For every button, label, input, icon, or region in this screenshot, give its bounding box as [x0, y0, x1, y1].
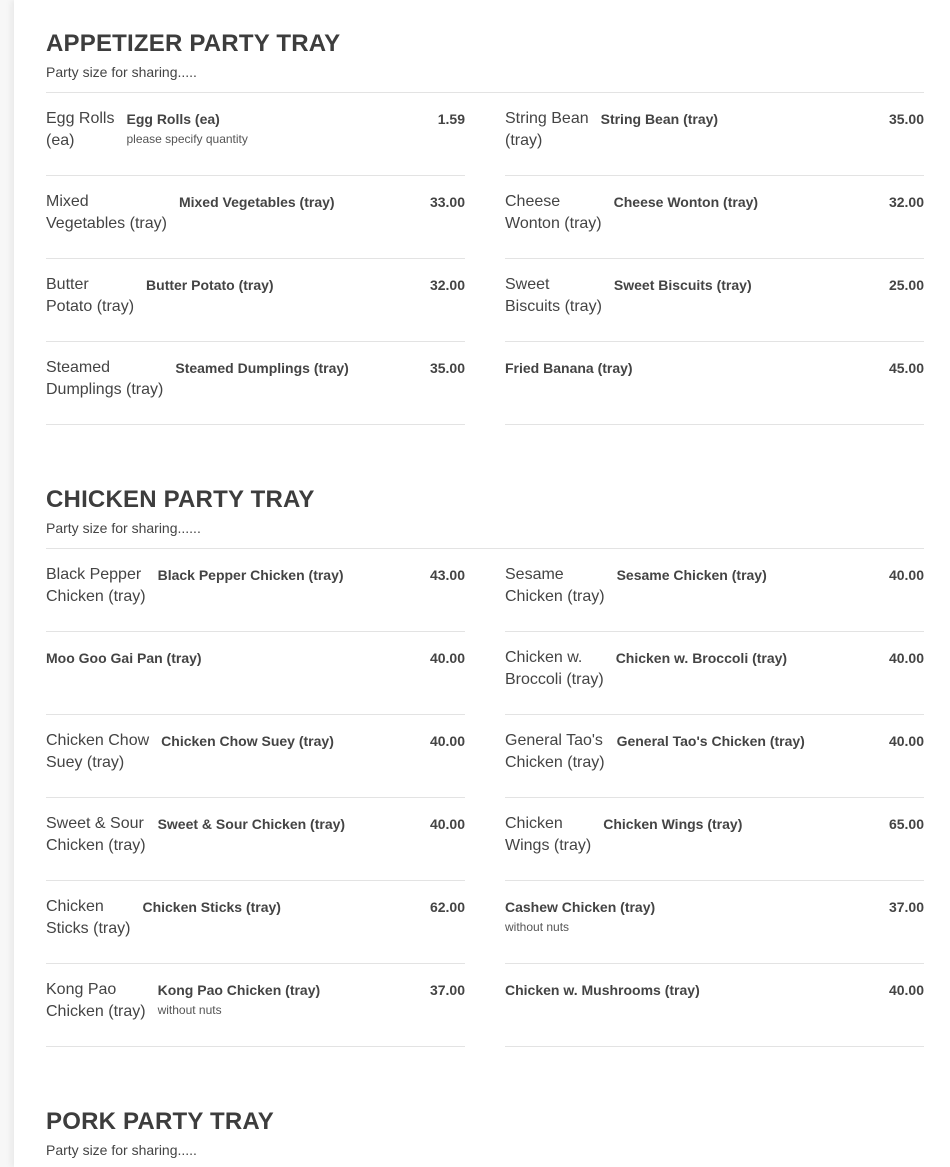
item-price: 35.00: [888, 111, 924, 127]
item-price: 33.00: [429, 194, 465, 210]
item-grid: [46, 549, 924, 1047]
item-image-alt-line: Chicken (tray): [46, 837, 146, 854]
item-name: Butter Potato (tray): [146, 277, 274, 293]
item-info: [46, 649, 422, 667]
item-image-alt-line: Cheese: [505, 193, 561, 210]
item-price: 1.59: [437, 111, 465, 127]
section-subtitle: Party size for sharing.....: [46, 64, 197, 80]
item-price: 40.00: [429, 650, 465, 666]
item-price: 65.00: [888, 816, 924, 832]
item-image-alt-line: Wonton (tray): [505, 215, 602, 232]
item-image-alt-line: Broccoli (tray): [505, 671, 604, 688]
item-info: [142, 898, 422, 916]
menu-item[interactable]: [505, 259, 924, 342]
item-image-alt-line: Dumplings (tray): [46, 381, 164, 398]
menu-page: [14, 0, 950, 1167]
item-name: Chicken w. Broccoli (tray): [615, 650, 788, 666]
item-price: 35.00: [429, 360, 465, 376]
item-price: 40.00: [429, 816, 465, 832]
item-image-alt[interactable]: [46, 108, 114, 152]
item-name: Black Pepper Chicken (tray): [157, 567, 344, 583]
section-subtitle: Party size for sharing.....: [46, 1142, 197, 1158]
item-price: 40.00: [429, 733, 465, 749]
item-image-alt[interactable]: [505, 730, 605, 774]
item-grid: [46, 93, 924, 425]
item-image-alt-line: Vegetables (tray): [46, 215, 167, 232]
section-pork: [46, 1108, 924, 1158]
item-info: [505, 898, 881, 934]
item-name: Egg Rolls (ea): [126, 111, 220, 127]
item-name: Cheese Wonton (tray): [613, 194, 759, 210]
item-image-alt[interactable]: [505, 274, 602, 318]
item-info: [161, 732, 422, 750]
item-image-alt-line: Biscuits (tray): [505, 298, 602, 315]
item-name: Moo Goo Gai Pan (tray): [46, 650, 202, 666]
item-name: String Bean (tray): [600, 111, 719, 127]
section-title: CHICKEN PARTY TRAY: [46, 486, 315, 513]
item-image-alt-line: Chicken: [505, 815, 563, 832]
item-image-alt-line: Sesame: [505, 566, 564, 583]
item-image-alt[interactable]: [505, 813, 591, 857]
item-info: [617, 732, 881, 750]
item-image-alt-line: Chicken: [46, 898, 104, 915]
menu-item[interactable]: [505, 93, 924, 176]
menu-item[interactable]: [46, 93, 465, 176]
item-price: 45.00: [888, 360, 924, 376]
item-info: [614, 276, 881, 294]
item-name: Chicken w. Mushrooms (tray): [505, 982, 700, 998]
item-image-alt-line: Suey (tray): [46, 754, 125, 771]
item-info: [616, 649, 881, 667]
item-info: [614, 193, 881, 211]
item-image-alt-line: Black Pepper: [46, 566, 142, 583]
menu-item[interactable]: [46, 964, 465, 1047]
item-price: 40.00: [888, 982, 924, 998]
menu-item[interactable]: [46, 881, 465, 964]
item-price: 25.00: [888, 277, 924, 293]
menu-item[interactable]: [505, 176, 924, 259]
item-price: 40.00: [888, 733, 924, 749]
section-title: PORK PARTY TRAY: [46, 1108, 274, 1135]
item-name: Fried Banana (tray): [505, 360, 633, 376]
item-image-alt-line: Chicken (tray): [46, 588, 146, 605]
item-name: Sweet Biscuits (tray): [613, 277, 752, 293]
section-subtitle: Party size for sharing......: [46, 520, 201, 536]
item-name: Chicken Sticks (tray): [142, 899, 281, 915]
item-image-alt-line: Kong Pao: [46, 981, 117, 998]
item-info: [158, 981, 422, 1017]
item-image-alt[interactable]: [46, 564, 146, 608]
item-price: 32.00: [888, 194, 924, 210]
item-info: [179, 193, 422, 211]
item-info: [158, 815, 422, 833]
item-image-alt-line: Sweet: [505, 276, 550, 293]
menu-item[interactable]: [46, 342, 465, 425]
item-image-alt-line: General Tao's: [505, 732, 603, 749]
item-image-alt-line: Egg Rolls: [46, 110, 115, 127]
menu-item[interactable]: [46, 549, 465, 632]
item-image-alt-line: (ea): [46, 132, 75, 149]
menu-item[interactable]: [505, 798, 924, 881]
item-image-alt[interactable]: [505, 191, 602, 235]
item-name: Chicken Chow Suey (tray): [161, 733, 334, 749]
item-image-alt-line: Mixed: [46, 193, 89, 210]
menu-item[interactable]: [46, 715, 465, 798]
item-image-alt[interactable]: [505, 108, 589, 152]
item-name: Cashew Chicken (tray): [505, 899, 656, 915]
item-price: 37.00: [888, 899, 924, 915]
item-info: [146, 276, 422, 294]
item-info: [505, 981, 881, 999]
section-appetizer: [46, 30, 924, 425]
item-price: 40.00: [888, 650, 924, 666]
item-info: [158, 566, 422, 584]
item-image-alt-line: Chicken Chow: [46, 732, 150, 749]
item-info: [617, 566, 881, 584]
item-price: 62.00: [429, 899, 465, 915]
item-image-alt-line: Chicken (tray): [505, 588, 605, 605]
item-price: 32.00: [429, 277, 465, 293]
menu-item[interactable]: [505, 881, 924, 964]
item-image-alt[interactable]: [46, 730, 149, 774]
item-name: Steamed Dumplings (tray): [175, 360, 349, 376]
menu-item[interactable]: [505, 632, 924, 715]
item-info: [603, 815, 881, 833]
item-image-alt[interactable]: [46, 896, 130, 940]
item-image-alt-line: Wings (tray): [505, 837, 592, 854]
item-image-alt-line: Potato (tray): [46, 298, 135, 315]
item-image-alt[interactable]: [46, 979, 146, 1023]
item-image-alt[interactable]: [46, 813, 146, 857]
section-title: APPETIZER PARTY TRAY: [46, 30, 341, 57]
item-price: 37.00: [429, 982, 465, 998]
item-image-alt-line: Chicken (tray): [505, 754, 605, 771]
item-image-alt-line: (tray): [505, 132, 543, 149]
menu-item[interactable]: [46, 259, 465, 342]
item-image-alt-line: Chicken w.: [505, 649, 583, 666]
item-info: [505, 359, 881, 377]
item-image-alt[interactable]: [505, 564, 605, 608]
item-info: [126, 110, 429, 146]
item-image-alt-line: Steamed: [46, 359, 111, 376]
item-image-alt[interactable]: [46, 191, 167, 235]
item-image-alt-line: String Bean: [505, 110, 589, 127]
item-name: Kong Pao Chicken (tray): [157, 982, 321, 998]
item-name: Chicken Wings (tray): [603, 816, 743, 832]
item-image-alt-line: Butter: [46, 276, 89, 293]
item-name: Sweet & Sour Chicken (tray): [157, 816, 346, 832]
menu-item[interactable]: [505, 549, 924, 632]
item-price: 40.00: [888, 567, 924, 583]
item-description: without nuts: [505, 920, 570, 934]
menu-item[interactable]: [46, 176, 465, 259]
menu-item[interactable]: [505, 715, 924, 798]
item-info: [601, 110, 881, 128]
item-image-alt[interactable]: [46, 274, 134, 318]
item-image-alt[interactable]: [505, 647, 604, 691]
item-image-alt-line: Sticks (tray): [46, 920, 131, 937]
menu-item[interactable]: [46, 798, 465, 881]
menu-item[interactable]: [505, 342, 924, 425]
menu-item[interactable]: [505, 964, 924, 1047]
item-image-alt-line: Sweet & Sour: [46, 815, 144, 832]
menu-item[interactable]: [46, 632, 465, 715]
item-image-alt[interactable]: [46, 357, 163, 401]
item-description: please specify quantity: [126, 132, 248, 146]
item-description: without nuts: [157, 1003, 222, 1017]
section-chicken: [46, 486, 924, 1047]
item-price: 43.00: [429, 567, 465, 583]
item-name: General Tao's Chicken (tray): [616, 733, 805, 749]
item-name: Mixed Vegetables (tray): [178, 194, 335, 210]
item-name: Sesame Chicken (tray): [616, 567, 767, 583]
item-image-alt-line: Chicken (tray): [46, 1003, 146, 1020]
item-info: [175, 359, 422, 377]
